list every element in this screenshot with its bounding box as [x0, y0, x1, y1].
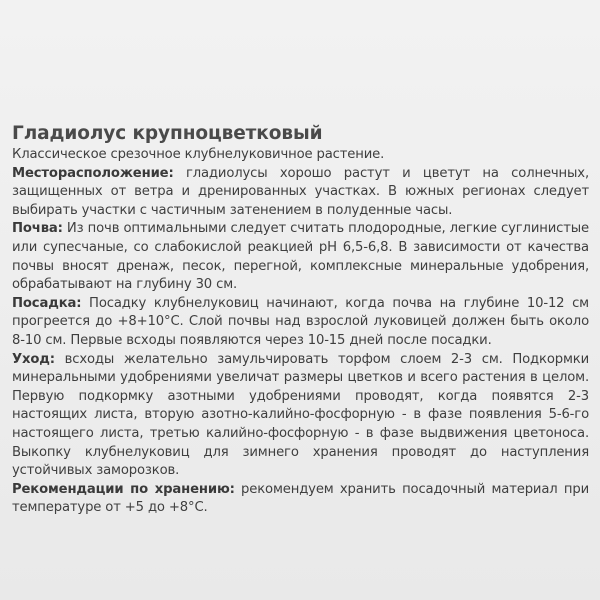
section-label: Уход: — [12, 351, 55, 367]
section-care — [12, 351, 589, 481]
section-soil — [12, 220, 589, 294]
section-storage — [12, 481, 589, 518]
section-label: Почва: — [12, 221, 63, 237]
section-body: гладиолусы хорошо растут и цветут на солнечных, защищенных от ветра и дренированных участках. В южных регионах следует выбирать участки с частичным затенением в полуденные часы. — [12, 165, 589, 218]
section-label: Месторасположение: — [12, 165, 174, 181]
section-body: Посадку клубнелуковиц начинают, когда почва на глубине 10-12 см прогреется до +8+10°С. Слой почвы над взрослой луковицей должен быть около 8-10 см. Первые всходы появляются через 10-15 дней после посадки. — [12, 295, 589, 348]
page-title: Гладиолус крупноцветковый — [12, 123, 323, 144]
section-label: Посадка: — [12, 295, 82, 311]
section-label: Рекомендации по хранению: — [12, 481, 235, 497]
section-planting — [12, 295, 589, 351]
section-location — [12, 165, 589, 221]
section-body: всходы желательно замульчировать торфом слоем 2-3 см. Подкормки минеральными удобрениями увеличат размеры цветков и всего растения в целом. Первую подкормку азотными удобрениями проводят, когда появятся 2-3 настоящих листа, вторую азотно-калийно-фосфорную - в фазе появления 5-6-го настоящего листа, третью калийно-фосфорную - в фазе выдвижения цветоноса. Выкопку клубнелуковиц для зимнего хранения проводят до наступления устойчивых заморозков. — [12, 351, 589, 479]
section-body: Из почв оптимальными следует считать плодородные, легкие суглинистые или супесчаные, со слабокислой реакцией pH 6,5-6,8. В зависимости от качества почвы вносят дренаж, песок, перегной, комплексные минеральные удобрения, обрабатывают на глубину 30 см. — [12, 221, 589, 293]
label-text-block — [12, 123, 589, 518]
intro-text: Классическое срезочное клубнелуковичное растение. — [12, 147, 385, 162]
section-body: рекомендуем хранить посадочный материал при температуре от +5 до +8°С. — [12, 481, 589, 516]
